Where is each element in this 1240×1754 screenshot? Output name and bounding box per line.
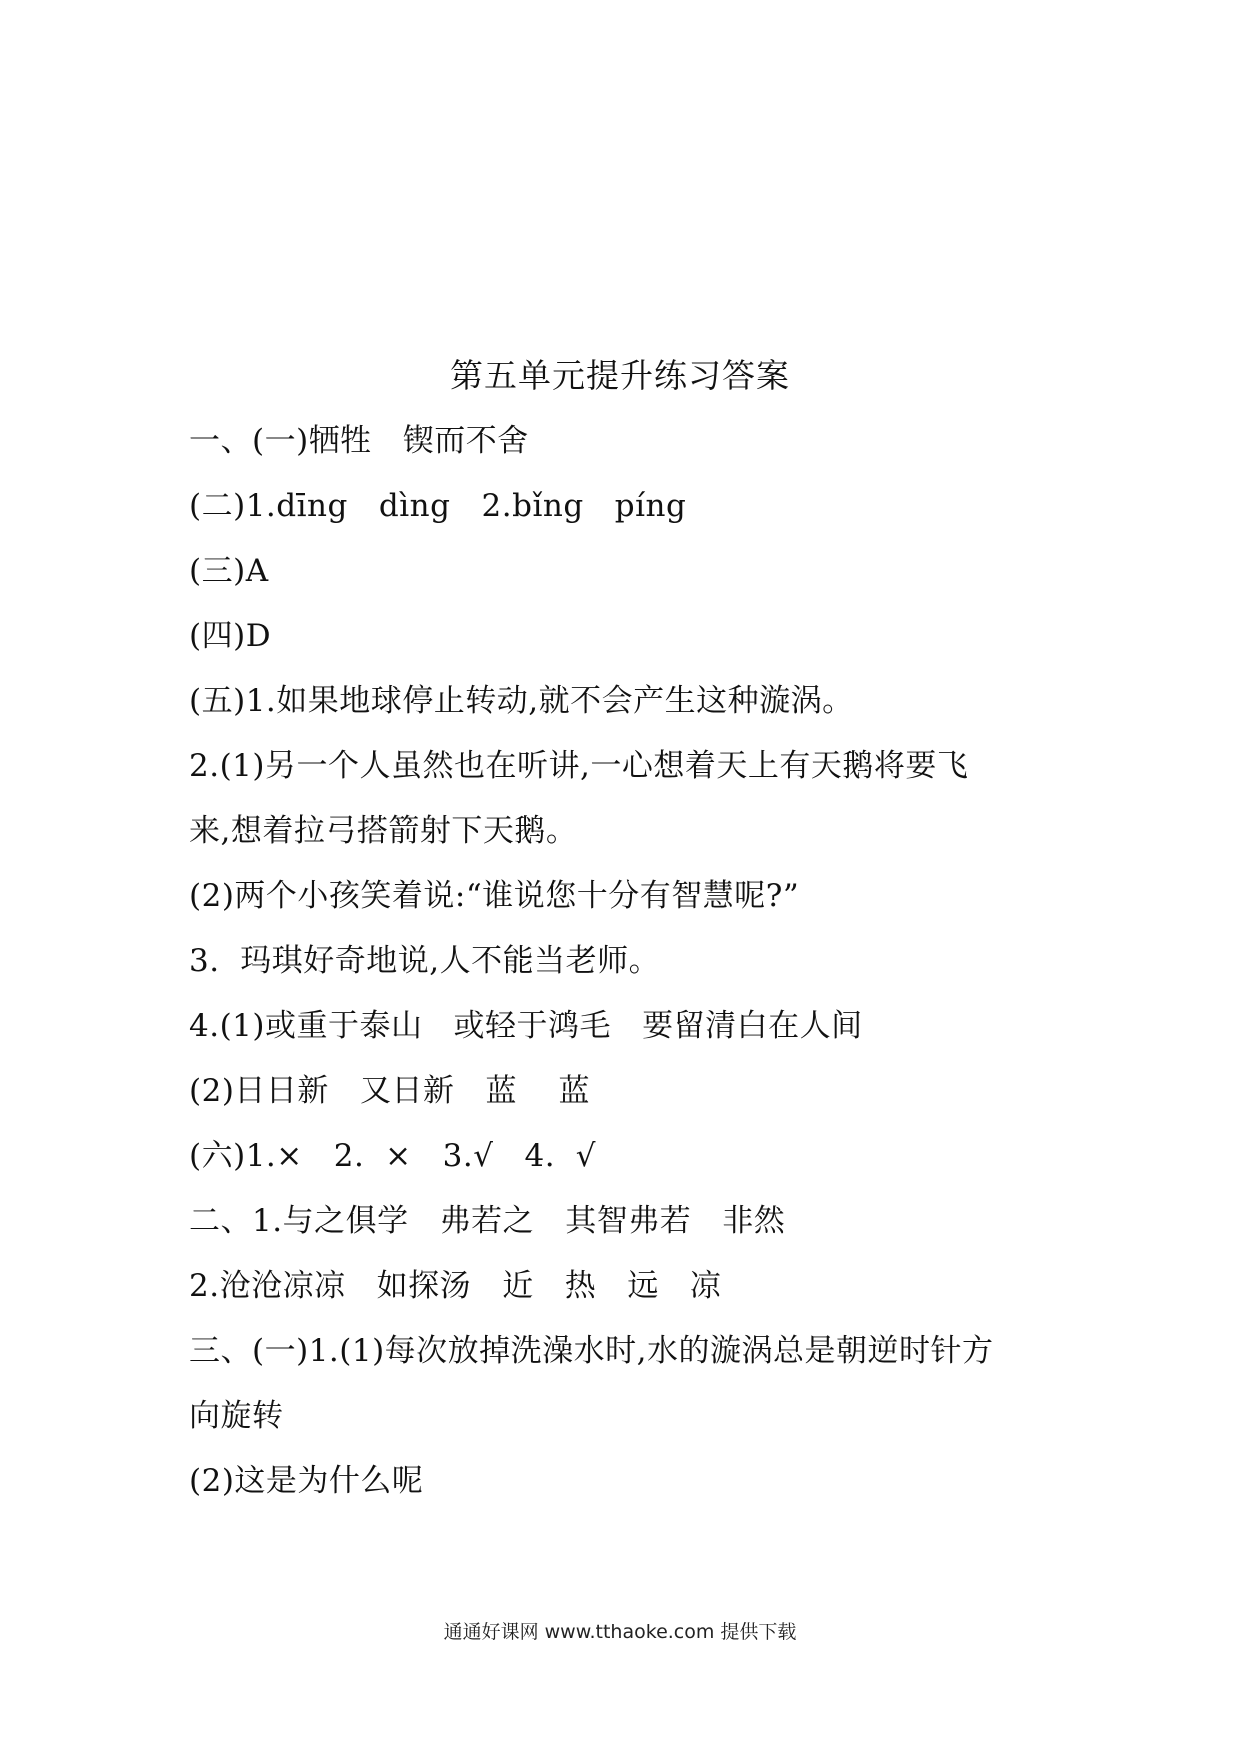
page-footer: 通通好课网 www.tthaoke.com 提供下载 bbox=[443, 1621, 797, 1643]
answer-line: (五)1.如果地球停止转动,就不会产生这种漩涡。 bbox=[189, 683, 854, 719]
answer-line: (四)D bbox=[189, 618, 272, 654]
answer-line: 2.沧沧凉凉 如探汤 近 热 远 凉 bbox=[189, 1268, 722, 1304]
answer-line: 二、1.与之俱学 弗若之 其智弗若 非然 bbox=[189, 1203, 786, 1239]
answer-line: 三、(一)1.(1)每次放掉洗澡水时,水的漩涡总是朝逆时针方 bbox=[189, 1333, 994, 1369]
answer-line: (二)1.dīng dìng 2.bǐng píng bbox=[189, 488, 687, 524]
answer-line: 4.(1)或重于泰山 或轻于鸿毛 要留清白在人间 bbox=[189, 1008, 863, 1044]
answer-line: (2)这是为什么呢 bbox=[189, 1463, 424, 1499]
answer-lines bbox=[189, 417, 1069, 1522]
answer-line: 向旋转 bbox=[189, 1398, 284, 1434]
answer-line: 3. 玛琪好奇地说,人不能当老师。 bbox=[189, 943, 661, 979]
answer-line: (2)两个小孩笑着说:“谁说您十分有智慧呢?” bbox=[189, 878, 800, 914]
answer-line: 2.(1)另一个人虽然也在听讲,一心想着天上有天鹅将要飞 bbox=[189, 748, 969, 784]
answer-line: (六)1.× 2. × 3.√ 4. √ bbox=[189, 1138, 597, 1174]
document-title: 第五单元提升练习答案 bbox=[450, 356, 790, 395]
answer-line: (三)A bbox=[189, 553, 269, 589]
answer-line: (2)日日新 又日新 蓝 蓝 bbox=[189, 1073, 590, 1109]
answer-line: 来,想着拉弓搭箭射下天鹅。 bbox=[189, 813, 578, 849]
answer-line: 一、(一)牺牲 锲而不舍 bbox=[189, 423, 529, 459]
